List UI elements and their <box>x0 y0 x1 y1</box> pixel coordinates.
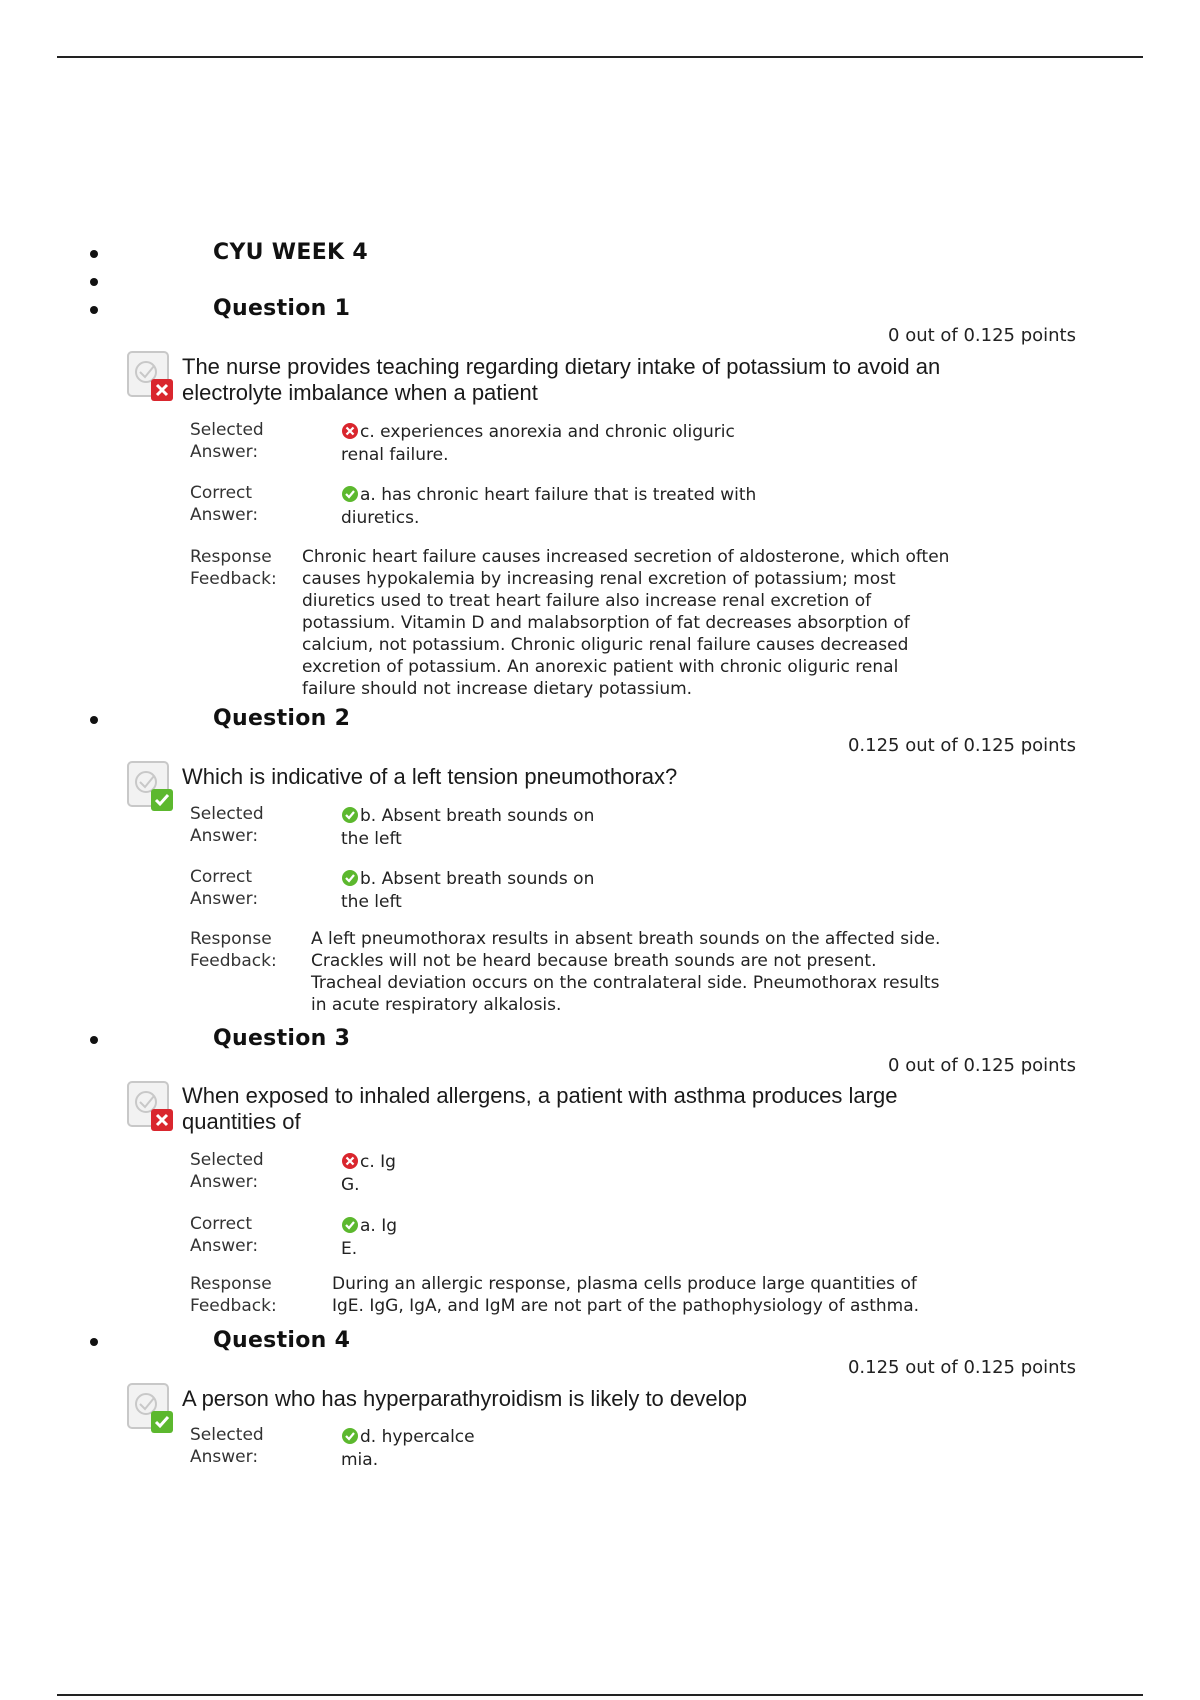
selected-answer: c. Ig G. <box>341 1152 396 1195</box>
points-score: 0 out of 0.125 points <box>888 325 1076 346</box>
question-status-icon <box>126 1080 174 1132</box>
question-text: A person who has hyperparathyroidism is likely to develop <box>182 1386 747 1411</box>
points-score: 0.125 out of 0.125 points <box>847 1357 1076 1378</box>
correct-answer: b. Absent breath sounds on the left <box>341 869 595 912</box>
response-feedback-label: Response Feedback: <box>190 547 277 589</box>
incorrect-x-icon <box>341 422 359 440</box>
correct-check-icon <box>341 1427 359 1445</box>
points-score: 0.125 out of 0.125 points <box>847 735 1076 756</box>
correct-check-icon <box>341 485 359 503</box>
correct-answer-label: Correct Answer: <box>190 1214 259 1256</box>
question-heading: Question 2 <box>213 706 351 731</box>
response-feedback: A left pneumothorax results in absent breath sounds on the affected side. Crackles will not be heard because breath sounds are not present. Tracheal deviation occurs on the contralateral side. Pneumothorax results in acute respiratory alkalosis. <box>311 929 941 1015</box>
list-bullet <box>90 306 98 314</box>
correct-check-icon <box>341 806 359 824</box>
response-feedback-label: Response Feedback: <box>190 1274 277 1316</box>
list-bullet <box>90 278 98 286</box>
bottom-rule <box>57 1694 1143 1696</box>
correct-answer-label: Correct Answer: <box>190 867 259 909</box>
incorrect-x-icon <box>341 1152 359 1170</box>
selected-answer: b. Absent breath sounds on the left <box>341 806 595 849</box>
correct-answer: a. has chronic heart failure that is treated with diuretics. <box>341 485 757 528</box>
question-status-icon <box>126 1382 174 1434</box>
response-feedback-label: Response Feedback: <box>190 929 277 971</box>
question-heading: Question 1 <box>213 296 351 321</box>
question-text: When exposed to inhaled allergens, a patient with asthma produces large quantities of <box>182 1083 898 1134</box>
question-heading: Question 4 <box>213 1328 351 1353</box>
question-heading: Question 3 <box>213 1026 351 1051</box>
selected-answer: d. hypercalce mia. <box>341 1427 475 1470</box>
page-title: CYU WEEK 4 <box>213 240 368 265</box>
selected-answer: c. experiences anorexia and chronic oliguric renal failure. <box>341 422 735 465</box>
selected-answer-label: Selected Answer: <box>190 804 264 846</box>
list-bullet <box>90 250 98 258</box>
question-text: The nurse provides teaching regarding dietary intake of potassium to avoid an electrolyte imbalance when a patient <box>182 354 941 405</box>
correct-answer: a. Ig E. <box>341 1216 398 1259</box>
question-text: Which is indicative of a left tension pneumothorax? <box>182 764 678 789</box>
points-score: 0 out of 0.125 points <box>888 1055 1076 1076</box>
list-bullet <box>90 716 98 724</box>
question-status-icon <box>126 760 174 812</box>
top-rule <box>57 56 1143 58</box>
correct-answer-label: Correct Answer: <box>190 483 259 525</box>
question-status-icon <box>126 350 174 402</box>
selected-answer-label: Selected Answer: <box>190 1150 264 1192</box>
selected-answer-label: Selected Answer: <box>190 1425 264 1467</box>
response-feedback: Chronic heart failure causes increased secretion of aldosterone, which often causes hypokalemia by increasing renal excretion of potassium; most diuretics used to treat heart failure also increase renal excretion of potassium. Vitamin D and malabsorption of fat decreases absorption of calcium, not potassium. Chronic oliguric renal failure causes decreased excretion of potassium. An anorexic patient with chronic oliguric renal failure should not increase dietary potassium. <box>302 547 950 699</box>
selected-answer-label: Selected Answer: <box>190 420 264 462</box>
response-feedback: During an allergic response, plasma cells produce large quantities of IgE. IgG, IgA, and IgM are not part of the pathophysiology of asthma. <box>332 1274 920 1316</box>
correct-check-icon <box>341 1216 359 1234</box>
list-bullet <box>90 1338 98 1346</box>
list-bullet <box>90 1036 98 1044</box>
correct-check-icon <box>341 869 359 887</box>
